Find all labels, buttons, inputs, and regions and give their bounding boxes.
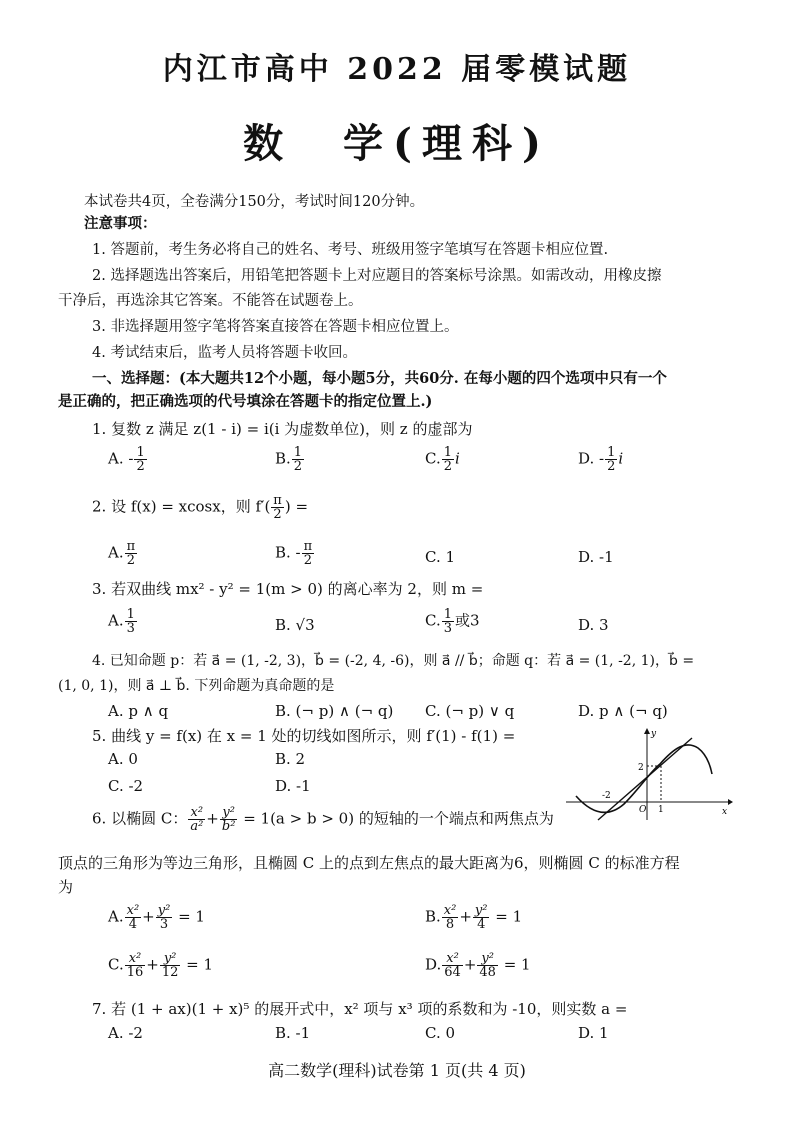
q1-option-b: B. $\frac{1}{2}$	[275, 445, 303, 474]
question-3-stem: 3. 若双曲线 mx² - y² = 1(m > 0) 的离心率为 2，则 m =	[92, 580, 484, 598]
q6-option-c: C. $\frac{\text{x²}}{16}$ + $\frac{\text{y²}}{12}$ = 1	[108, 951, 214, 980]
q1-option-a: A. - $\frac{1}{2}$	[108, 445, 145, 474]
question-5-stem: 5. 曲线 y = f(x) 在 x = 1 处的切线如图所示，则 f′(1) - f(1) =	[92, 727, 516, 745]
notes-heading: 注意事项：	[84, 215, 157, 232]
q5-option-c: C. -2	[108, 777, 144, 795]
note-3: 3. 非选择题用签字笔将答案直接答在答题卡相应位置上。	[92, 319, 459, 335]
page-footer: 高二数学(理科)试卷第 1 页(共 4 页)	[268, 1061, 526, 1080]
exam-title: 内江市高中 2022 届零模试题	[162, 52, 632, 87]
subject-title: 数 学(理科)	[243, 120, 551, 167]
graph-label-y: y	[651, 729, 657, 739]
graph-label-origin: O	[639, 805, 647, 815]
q4-option-b: B. (¬ p) ∧ (¬ q)	[275, 702, 394, 720]
q4-option-a: A. p ∧ q	[108, 702, 169, 720]
note-2: 2. 选择题选出答案后，用铅笔把答题卡上对应题目的答案标号涂黑。如需改动，用橡皮擦	[92, 268, 662, 284]
q1-option-d: D. - $\frac{1}{2}$ i	[578, 445, 624, 474]
intro-line: 本试卷共4页，全卷满分150分，考试时间120分钟。	[84, 194, 425, 210]
question-6-stem: 6. 以椭圆 C： $\frac{\text{x²}}{\text{a²}}$ + $\frac{\text{y²}}{\text{b²}}$ = 1(a > b > 0) 的短轴的一个端点和两焦点为	[92, 805, 554, 834]
q6-option-a: A. $\frac{\text{x²}}{4}$ + $\frac{\text{y²}}{3}$ = 1	[108, 903, 205, 932]
question-4-stem-line1: 4. 已知命题 p：若 a⃗ = (1, -2, 3)，b⃗ = (-2, 4, -6)，则 a⃗ // b⃗；命题 q：若 a⃗ = (1, -2, 1)，b⃗ =	[92, 653, 695, 669]
q7-option-b: B. -1	[275, 1024, 311, 1042]
graph-label-neg-two: -2	[602, 791, 611, 801]
graph-y-arrow	[644, 728, 650, 734]
q4-option-d: D. p ∧ (¬ q)	[578, 702, 668, 720]
q5-option-d: D. -1	[275, 777, 311, 795]
q3-option-d: D. 3	[578, 616, 609, 634]
q2-option-c: C. 1	[425, 548, 456, 566]
graph-label-one: 1	[658, 805, 664, 815]
q3-option-a: A. $\frac{1}{3}$	[108, 607, 135, 636]
question-6-line3: 为	[58, 878, 74, 896]
q2-option-d: D. -1	[578, 548, 614, 566]
q5-option-a: A. 0	[108, 750, 138, 768]
q3-option-b: B. √3	[275, 616, 315, 634]
q7-option-c: C. 0	[425, 1024, 456, 1042]
question-7-stem: 7. 若 (1 + ax)(1 + x)⁵ 的展开式中，x² 项与 x³ 项的系数和为 -10，则实数 a =	[92, 1000, 628, 1018]
q3-option-c: C. $\frac{1}{3}$ 或3	[425, 607, 480, 636]
tangent-line-graph	[562, 726, 734, 822]
question-4-stem-line2: (1, 0, 1)，则 a⃗ ⊥ b⃗. 下列命题为真命题的是	[58, 678, 335, 694]
q6-option-d: D. $\frac{\text{x²}}{64}$ + $\frac{\text{y²}}{48}$ = 1	[425, 951, 531, 980]
q7-option-d: D. 1	[578, 1024, 609, 1042]
note-2-cont: 干净后，再选涂其它答案。不能答在试题卷上。	[58, 293, 363, 309]
graph-x-arrow	[728, 799, 733, 805]
question-1-stem: 1. 复数 z 满足 z(1 - i) = i(i 为虚数单位)，则 z 的虚部为	[92, 420, 473, 438]
q7-option-a: A. -2	[108, 1024, 143, 1042]
graph-label-x: x	[722, 807, 728, 817]
q5-option-b: B. 2	[275, 750, 306, 768]
note-1: 1. 答题前，考生务必将自己的姓名、考号、班级用签字笔填写在答题卡相应位置.	[92, 242, 609, 258]
q2-option-a: A. $\frac{\pi}{2}$	[108, 539, 136, 568]
question-2-stem: 2. 设 f(x) = xcosx，则 f′( $\frac{\pi}{2}$ ) =	[92, 493, 309, 522]
q4-option-c: C. (¬ p) ∨ q	[425, 702, 515, 720]
question-6-line2: 顶点的三角形为等边三角形，且椭圆 C 上的点到左焦点的最大距离为6，则椭圆 C 的标准方程	[58, 854, 680, 872]
note-4: 4. 考试结束后，监考人员将答题卡收回。	[92, 345, 357, 361]
graph-label-two: 2	[638, 763, 644, 773]
section-heading-line2: 是正确的，把正确选项的代号填涂在答题卡的指定位置上.)	[58, 393, 433, 410]
q1-option-c: C. $\frac{1}{2}$ i	[425, 445, 460, 474]
q2-option-b: B. - $\frac{\pi}{2}$	[275, 539, 313, 568]
q6-option-b: B. $\frac{\text{x²}}{8}$ + $\frac{\text{y²}}{4}$ = 1	[425, 903, 523, 932]
section-heading-line1: 一、选择题：(本大题共12个小题，每小题5分，共60分. 在每小题的四个选项中只有一个	[92, 370, 667, 387]
